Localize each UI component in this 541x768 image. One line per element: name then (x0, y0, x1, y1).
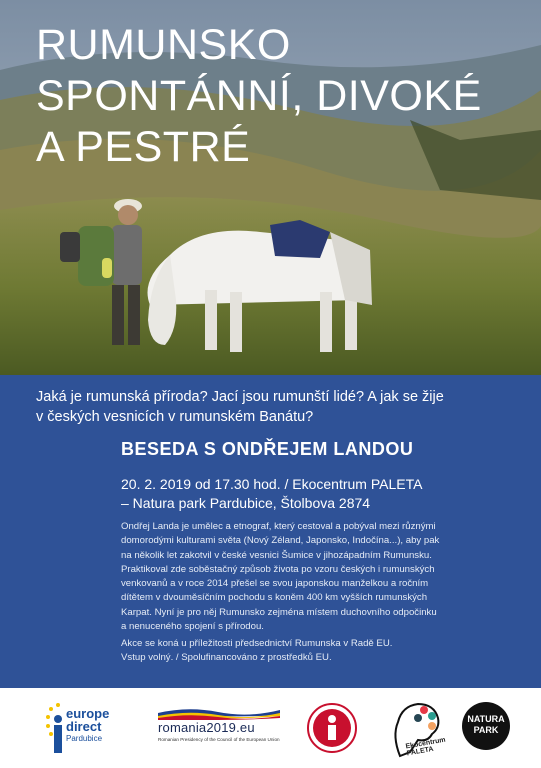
romania2019-logo (158, 706, 280, 752)
hero-photo (0, 0, 541, 375)
title-line-2: SPONTÁNNÍ, DIVOKÉ (36, 72, 482, 120)
ekocentrum-paleta-logo (388, 696, 447, 760)
bio-line: domorodými kulturami světa (Nový Zéland, Japonsko, Indočína...), aby pak (121, 535, 440, 547)
natura-park-logo (460, 700, 512, 752)
bio-line: a nenuceného spojení s přírodou. (121, 621, 264, 633)
info-i-icon (306, 698, 358, 758)
event-date-line: 20. 2. 2019 od 17.30 hod. / Ekocentrum PALETA (121, 476, 423, 492)
bio-line: Praktikoval zde soběstačný způsob života po vzoru českých i rumunských (121, 563, 435, 575)
bio-line: Karpat. Nyní je pro něj Rumunsko zejména místem duchovního odpočinku (121, 606, 437, 618)
romania-flag-wave-icon (158, 706, 280, 720)
bio-line: Ondřej Landa je umělec a etnograf, který cestoval a pobýval mezi různými (121, 521, 436, 532)
event-date-venue (121, 475, 422, 513)
intro-question (36, 387, 516, 427)
europe-direct-line-2: direct (66, 719, 102, 734)
europe-direct-logo (46, 701, 116, 757)
question-line-1: Jaká je rumunská příroda? Jací jsou rumunští lidé? A jak se žije (36, 389, 444, 405)
poster-title (36, 20, 482, 173)
natura-park-line-1: NATURA (467, 714, 505, 724)
note-line-2: Vstup volný. / Spolufinancováno z prostředků EU. (121, 652, 332, 664)
bio-line: na několik let zakotvil v české vesnici Šumice v jihozápadním Rumunsku. (121, 549, 432, 561)
europe-direct-line-1: europe (66, 706, 110, 721)
romania-logo-wordmark: romania2019.eu (158, 720, 255, 735)
title-line-1: RUMUNSKO (36, 21, 291, 69)
romania-logo-tagline: Romanian Presidency of the Council of the European Union (158, 737, 280, 742)
bio-line: dítětem v dvouměsíčním pochodu s koněm 400 km vyšších rumunských (121, 592, 428, 604)
speaker-bio (121, 520, 516, 634)
event-note (121, 637, 516, 666)
partner-logos (0, 688, 541, 768)
event-title: BESEDA S ONDŘEJEM LANDOU (121, 439, 414, 459)
bio-line: venkovanů a v roce 2014 přešel se svou japonskou manželkou a ročním (121, 578, 429, 590)
question-line-2: v českých vesnicích v rumunském Banátu? (36, 409, 314, 425)
event-venue-line: – Natura park Pardubice, Štolbova 2874 (121, 495, 371, 511)
title-line-3: A PESTRÉ (36, 123, 251, 171)
europe-direct-city: Pardubice (66, 734, 103, 743)
note-line-1: Akce se koná u příležitosti předsednictví Rumunska v Radě EU. (121, 638, 393, 649)
info-panel (0, 375, 541, 688)
natura-park-line-2: PARK (473, 725, 499, 735)
information-centre-logo (306, 698, 358, 758)
paleta-logo-wordmark: Ekocentrum PALETA (405, 736, 447, 758)
